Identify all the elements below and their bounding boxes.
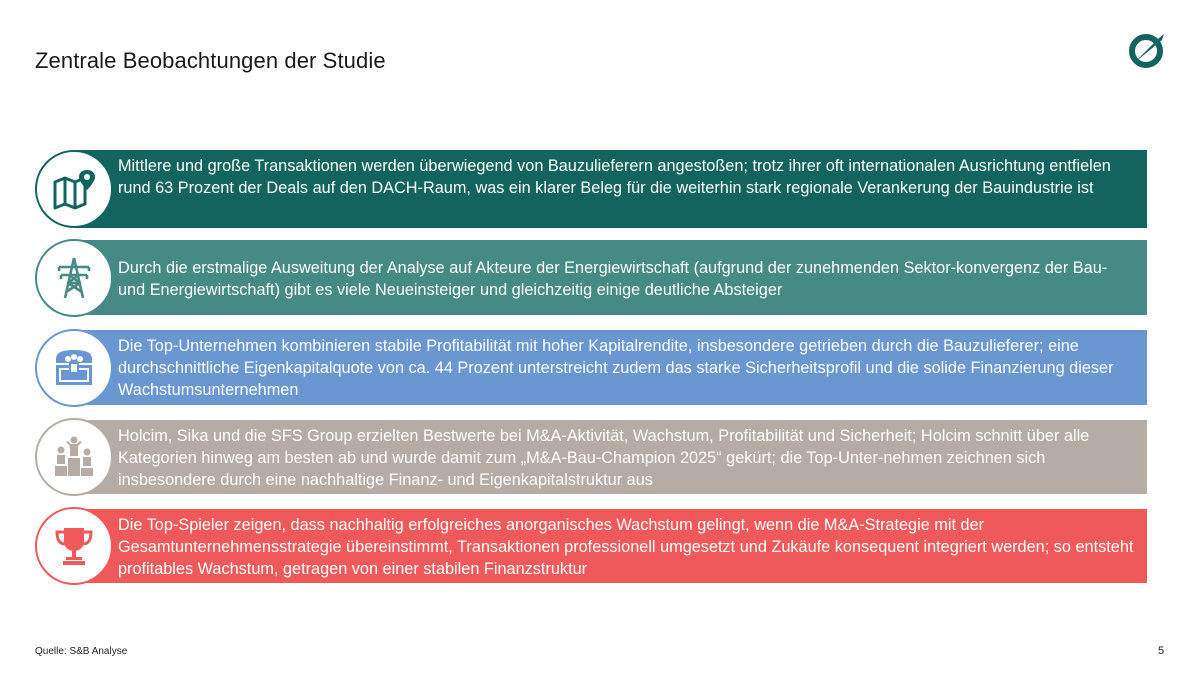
page-number: 5 — [1158, 645, 1165, 657]
observation-row-4 — [35, 420, 1147, 494]
brand-logo-icon — [1126, 30, 1166, 70]
observation-text-3: Die Top-Unternehmen kombinieren stabile Profitabilität mit hoher Kapitalrendite, insbesondere getrieben durch die Bauzulieferer; eine durchschnittliche Eigenkapitalquote von ca. 44 Prozent unterstreicht zudem das starke Sicherheitsprofil und die solide Finanzierung dieser Wachstumsunternehmen — [75, 330, 1147, 405]
observation-badge-4 — [35, 418, 113, 496]
trophy-icon — [51, 523, 97, 569]
observation-badge-2 — [35, 239, 113, 317]
observation-text-5: Die Top-Spieler zeigen, dass nachhaltig erfolgreiches anorganisches Wachstum gelingt, wenn die M&A-Strategie mit der Gesamtunternehmensstrategie übereinstimmt, Transaktionen professionell umgesetzt und Zukäufe konsequent integriert werden; so entsteht profitables Wachstum, getragen von einer stabilen Finanzstruktur — [75, 509, 1147, 583]
podium-icon — [51, 434, 97, 480]
observation-text-2: Durch die erstmalige Ausweitung der Analyse auf Akteure der Energiewirtschaft (aufgrund der zunehmenden Sektor-konvergenz der Bau- und Energiewirtschaft) gibt es viele Neueinsteiger und gleichzeitig einige deutliche Absteiger — [75, 240, 1147, 315]
observation-row-2 — [35, 240, 1147, 315]
page-title: Zentrale Beobachtungen der Studie — [35, 48, 386, 73]
observation-badge-3 — [35, 329, 113, 407]
observation-badge-1 — [35, 150, 113, 228]
power-pylon-icon — [51, 255, 97, 301]
observation-badge-5 — [35, 507, 113, 585]
observation-row-5 — [35, 509, 1147, 583]
source-note: Quelle: S&B Analyse — [35, 646, 128, 657]
observation-row-3 — [35, 330, 1147, 405]
observation-text-1: Mittlere und große Transaktionen werden überwiegend von Bauzulieferern angestoßen; trotz ihrer oft internationalen Ausrichtung entfielen rund 63 Prozent der Deals auf den DACH-Raum, was ein klarer Beleg für die weiterhin stark regionale Verankerung der Bauindustrie ist — [75, 150, 1147, 228]
treasure-chest-icon — [51, 345, 97, 391]
observation-text-4: Holcim, Sika und die SFS Group erzielten Bestwerte bei M&A-Aktivität, Wachstum, Profitabilität und Sicherheit; Holcim schnitt über alle Kategorien hinweg am besten ab und wurde damit zum „M&A-Bau-Champion 2025“ gekürt; die Top-Unter-nehmen zeichnen sich insbesondere durch eine nachhaltige Finanz- und Eigenkapitalstruktur aus — [75, 420, 1147, 494]
observation-row-1 — [35, 150, 1147, 228]
map-pin-icon — [51, 166, 97, 212]
